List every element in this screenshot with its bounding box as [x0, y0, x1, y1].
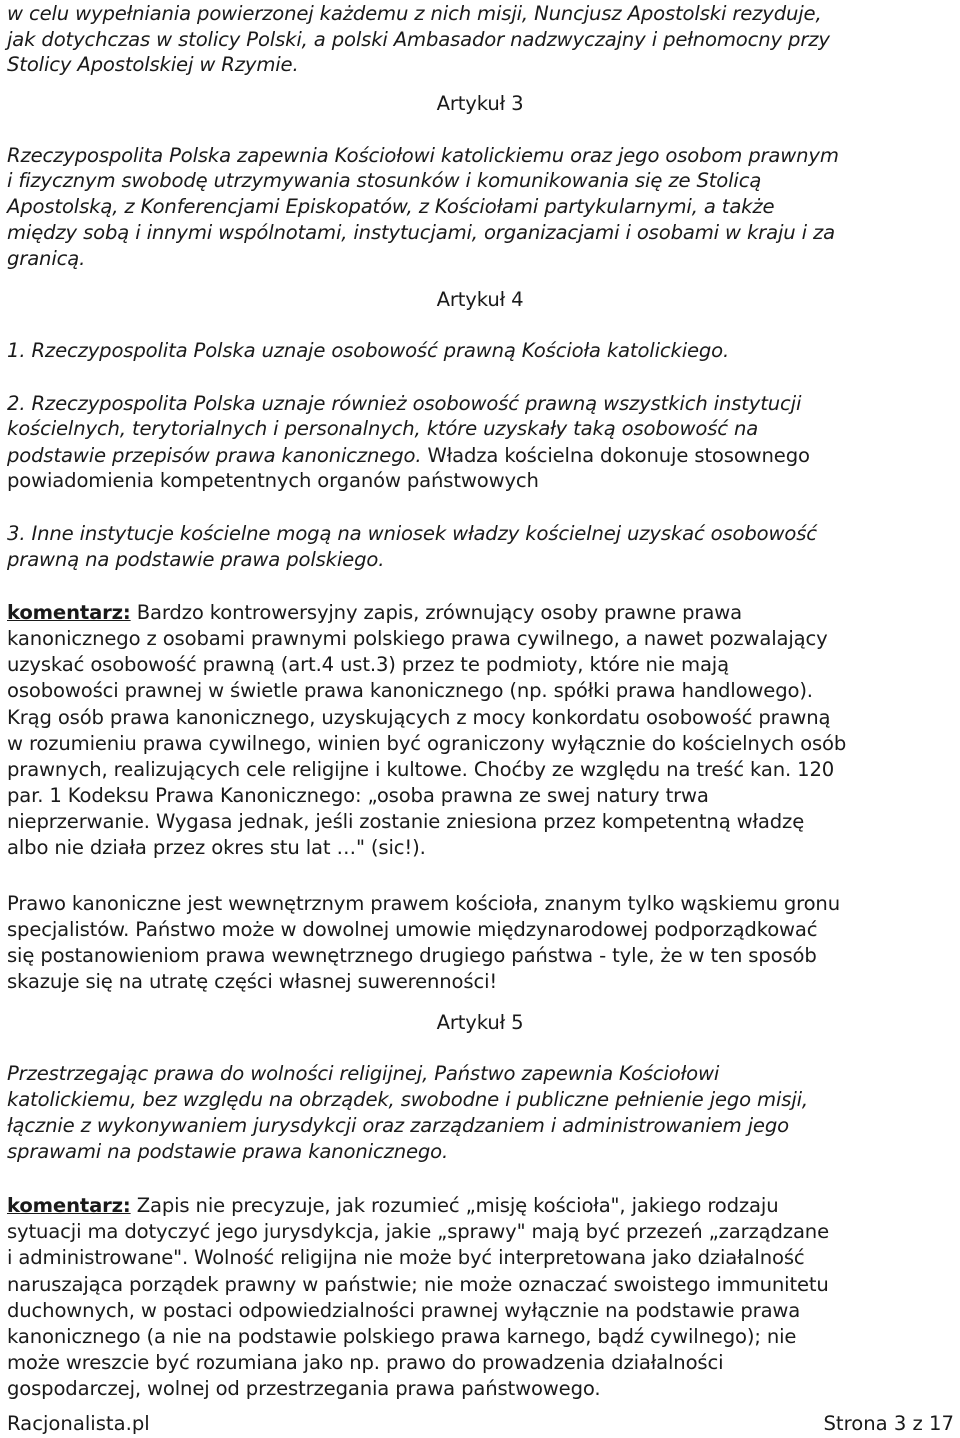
article-4-point-3-line: 3. Inne instytucje kościelne mogą na wniosek władzy kościelnej uzyskać osobowość: [7, 522, 817, 545]
comment-2-line: kanonicznego (a nie na podstawie polskiego prawa karnego, bądź cywilnego); nie: [7, 1325, 797, 1348]
article-3-line: granicą.: [7, 247, 86, 270]
comment-label: komentarz:: [7, 601, 131, 624]
comment-1-text: Bardzo kontrowersyjny zapis, zrównujący osoby prawne prawa: [130, 601, 742, 624]
paragraph-line: Prawo kanoniczne jest wewnętrznym prawem kościoła, znanym tylko wąskiemu gronu: [7, 892, 840, 915]
comment-1-first-line: [7, 600, 742, 626]
paragraph-line: skazuje się na utratę części własnej suwerenności!: [7, 970, 498, 993]
article-4-point-1: 1. Rzeczypospolita Polska uznaje osobowość prawną Kościoła katolickiego.: [7, 339, 730, 362]
article-4-heading: Artykuł 4: [436, 288, 524, 311]
comment-1-line: albo nie działa przez okres stu lat …" (sic!).: [7, 836, 426, 859]
comment-2-line: duchownych, w postaci odpowiedzialności prawnej wyłącznie na podstawie prawa: [7, 1299, 801, 1322]
comment-1-line: par. 1 Kodeksu Prawa Kanonicznego: „osoba prawna ze swej natury trwa: [7, 784, 709, 807]
paragraph-line: specjalistów. Państwo może w dowolnej umowie międzynarodowej podporządkować: [7, 918, 818, 941]
comment-1-line: Krąg osób prawa kanonicznego, uzyskujących z mocy konkordatu osobowość prawną: [7, 706, 831, 729]
paragraph-line: się postanowieniom prawa wewnętrznego drugiego państwa - tyle, że w ten sposób: [7, 944, 817, 967]
article-4-normal-part: Władza kościelna dokonuje stosownego: [421, 444, 810, 467]
article-5-line: sprawami na podstawie prawa kanonicznego.: [7, 1140, 449, 1163]
article-5-line: Przestrzegając prawa do wolności religijnej, Państwo zapewnia Kościołowi: [7, 1062, 720, 1085]
comment-1-line: w rozumieniu prawa cywilnego, winien być ograniczony wyłącznie do kościelnych osób: [7, 732, 847, 755]
article-3-line: między sobą i innymi wspólnotami, instytucjami, organizacjami i osobami w kraju i za: [7, 221, 835, 244]
comment-2-line: i administrowane". Wolność religijna nie może być interpretowana jako działalność: [7, 1246, 805, 1269]
intro-line: Stolicy Apostolskiej w Rzymie.: [7, 53, 299, 76]
article-3-line: Apostolską, z Konferencjami Episkopatów, z Kościołami partykularnymi, a także: [7, 195, 775, 218]
comment-2-line: może wreszcie być rozumiana jako np. prawo do prowadzenia działalności: [7, 1351, 724, 1374]
comment-1-line: kanonicznego z osobami prawnymi polskiego prawa cywilnego, a nawet pozwalający: [7, 627, 828, 650]
article-4-point-2-line: kościelnych, terytorialnych i personalnych, które uzyskały taką osobowość na: [7, 417, 759, 440]
article-5-heading: Artykuł 5: [436, 1011, 524, 1034]
comment-1-line: prawnych, realizujących cele religijne i kultowe. Choćby ze względu na treść kan. 120: [7, 758, 835, 781]
article-4-point-3-line: prawną na podstawie prawa polskiego.: [7, 548, 385, 571]
article-5-line: katolickiemu, bez względu na obrządek, swobodne i publiczne pełnienie jego misji,: [7, 1088, 808, 1111]
comment-1-line: osobowości prawnej w świetle prawa kanonicznego (np. spółki prawa handlowego).: [7, 679, 813, 702]
comment-1-line: nieprzerwanie. Wygasa jednak, jeśli zostanie zniesiona przez kompetentną władzę: [7, 810, 805, 833]
footer-site-name: Racjonalista.pl: [7, 1412, 150, 1435]
comment-2-first-line: [7, 1193, 778, 1219]
article-4-point-2-line: powiadomienia kompetentnych organów państwowych: [7, 469, 539, 492]
comment-2-line: sytuacji ma dotyczyć jego jurysdykcja, jakie „sprawy" mają być przezeń „zarządzane: [7, 1220, 829, 1243]
article-3-line: i fizycznym swobodę utrzymywania stosunków i komunikowania się ze Stolicą: [7, 169, 762, 192]
article-4-point-2-line: [7, 443, 810, 469]
comment-label: komentarz:: [7, 1194, 131, 1217]
article-3-line: Rzeczypospolita Polska zapewnia Kościołowi katolickiemu oraz jego osobom prawnym: [7, 144, 839, 167]
comment-2-line: naruszająca porządek prawny w państwie; nie może oznaczać swoistego immunitetu: [7, 1273, 829, 1296]
article-4-italic-part: podstawie przepisów prawa kanonicznego.: [7, 444, 422, 467]
comment-2-line: gospodarczej, wolnej od przestrzegania prawa państwowego.: [7, 1377, 601, 1400]
footer-page-number: Strona 3 z 17: [823, 1412, 954, 1435]
comment-2-text: Zapis nie precyzuje, jak rozumieć „misję kościoła", jakiego rodzaju: [130, 1194, 779, 1217]
article-3-heading: Artykuł 3: [436, 92, 524, 115]
article-4-point-2-line: 2. Rzeczypospolita Polska uznaje również osobowość prawną wszystkich instytucji: [7, 392, 802, 415]
comment-1-line: uzyskać osobowość prawną (art.4 ust.3) przez te podmioty, które nie mają: [7, 653, 729, 676]
intro-line: jak dotychczas w stolicy Polski, a polski Ambasador nadzwyczajny i pełnomocny przy: [7, 28, 830, 51]
intro-line: w celu wypełniania powierzonej każdemu z nich misji, Nuncjusz Apostolski rezyduje,: [7, 2, 822, 25]
article-5-line: łącznie z wykonywaniem jurysdykcji oraz zarządzaniem i administrowaniem jego: [7, 1114, 789, 1137]
